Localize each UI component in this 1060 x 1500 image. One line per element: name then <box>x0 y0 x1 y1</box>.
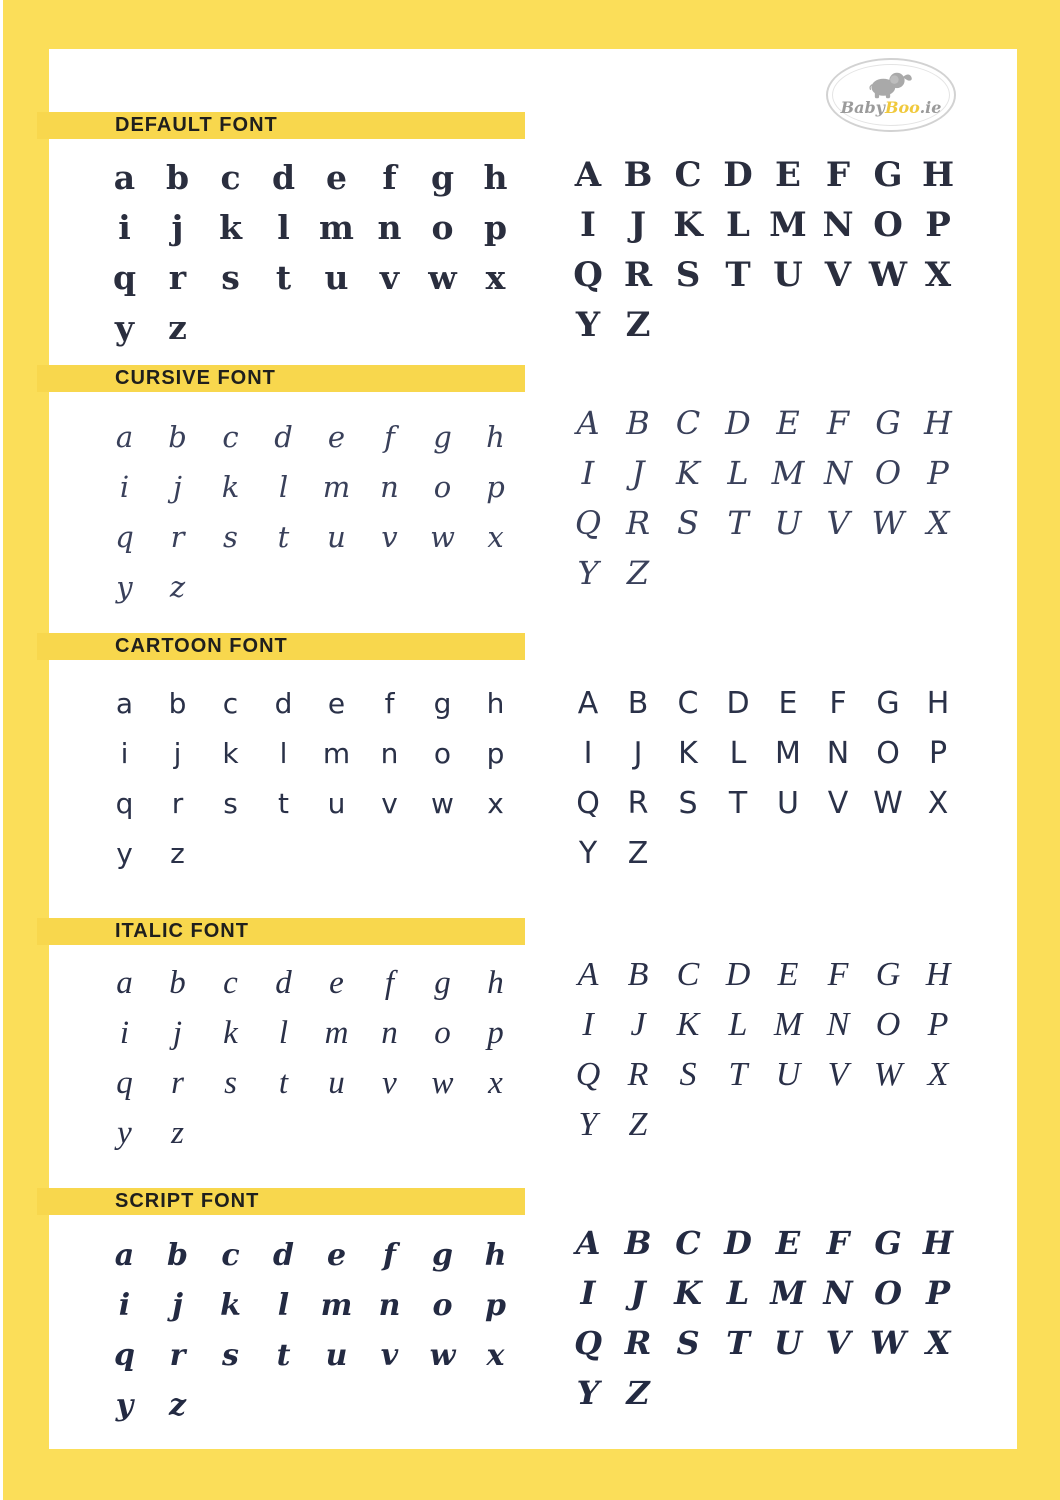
letter-glyph: m <box>322 470 351 504</box>
letter-glyph: r <box>168 257 187 297</box>
letter-glyph: U <box>775 1056 801 1093</box>
letter-glyph: w <box>428 257 457 297</box>
letter-glyph: q <box>114 1337 135 1373</box>
letter-glyph: e <box>326 157 347 197</box>
letter-glyph: B <box>627 685 649 721</box>
letter-glyph: S <box>679 1056 697 1093</box>
letter-glyph: J <box>631 454 645 492</box>
letter-glyph: E <box>775 1224 801 1262</box>
letter-glyph: Q <box>574 1324 602 1362</box>
letter-glyph: A <box>577 685 599 721</box>
letter-glyph: C <box>675 404 701 442</box>
letter-glyph: z <box>169 570 186 604</box>
letter-glyph: S <box>675 255 701 295</box>
letter-glyph: R <box>627 1056 649 1093</box>
letter-glyph: s <box>223 520 238 554</box>
letter-glyph: o <box>434 1014 451 1051</box>
letter-glyph: D <box>725 956 751 993</box>
letter-glyph: b <box>165 157 190 197</box>
letter-glyph: W <box>871 504 905 542</box>
letter-glyph: P <box>925 1274 951 1312</box>
letter-glyph: j <box>173 736 182 770</box>
letter-glyph: G <box>875 404 901 442</box>
letter-glyph: K <box>676 1006 700 1043</box>
letter-glyph: Y <box>578 835 598 871</box>
letter-glyph: C <box>674 155 702 195</box>
letter-glyph: O <box>876 735 900 771</box>
letter-glyph: d <box>274 686 293 720</box>
letter-glyph: I <box>580 1274 596 1312</box>
letter-glyph: l <box>277 207 290 247</box>
letter-glyph: Z <box>628 1106 648 1143</box>
letter-glyph: P <box>925 205 951 245</box>
letter-glyph: d <box>274 420 293 454</box>
letter-glyph: H <box>922 1224 954 1262</box>
letter-glyph: e <box>327 420 346 454</box>
letter-glyph: S <box>677 504 699 542</box>
letter-glyph: P <box>928 735 948 771</box>
letter-glyph: C <box>675 1224 701 1262</box>
letter-glyph: Z <box>626 1374 650 1412</box>
letter-glyph: B <box>623 155 653 195</box>
letter-glyph: W <box>873 1056 903 1093</box>
letter-glyph: o <box>431 207 454 247</box>
letter-glyph: L <box>729 735 747 771</box>
letter-glyph: y <box>116 836 133 870</box>
letter-glyph: X <box>927 1056 949 1093</box>
letter-glyph: d <box>275 964 292 1001</box>
letter-glyph: r <box>171 786 184 820</box>
babyboo-logo <box>826 58 956 132</box>
letter-glyph: u <box>325 1337 348 1373</box>
letter-glyph: n <box>380 470 399 504</box>
letter-glyph: J <box>630 1006 646 1043</box>
letter-glyph: s <box>222 1337 239 1373</box>
letter-glyph: L <box>726 1274 750 1312</box>
letter-glyph: x <box>485 257 506 297</box>
letter-glyph: e <box>329 964 344 1001</box>
letter-glyph: F <box>826 404 850 442</box>
letter-glyph: D <box>724 1224 752 1262</box>
letter-glyph: p <box>486 736 505 770</box>
letter-glyph: T <box>727 504 749 542</box>
letter-glyph: D <box>723 155 753 195</box>
letter-glyph: h <box>484 1237 507 1273</box>
letter-glyph: N <box>822 205 854 245</box>
letter-glyph: r <box>171 1064 184 1101</box>
letter-glyph: h <box>487 964 504 1001</box>
section-header-italic: ITALIC FONT <box>37 918 525 945</box>
letter-glyph: M <box>775 735 801 771</box>
letter-glyph: w <box>431 786 454 820</box>
letter-glyph: K <box>678 735 698 771</box>
default-lowercase-grid <box>98 152 522 352</box>
letter-glyph: A <box>575 1224 601 1262</box>
letter-glyph: R <box>623 255 653 295</box>
letter-glyph: z <box>171 1114 184 1151</box>
letter-glyph: v <box>381 520 398 554</box>
letter-glyph: n <box>377 207 402 247</box>
letter-glyph: v <box>379 257 400 297</box>
cursive-lowercase-grid <box>98 412 522 612</box>
letter-glyph: H <box>924 404 952 442</box>
letter-glyph: c <box>223 964 238 1001</box>
letter-glyph: t <box>275 257 292 297</box>
letter-glyph: t <box>276 1337 291 1373</box>
letter-glyph: Z <box>626 554 650 592</box>
letter-glyph: a <box>113 157 136 197</box>
letter-glyph: j <box>173 470 182 504</box>
letter-glyph: g <box>430 157 455 197</box>
letter-glyph: f <box>384 686 395 720</box>
letter-glyph: h <box>486 420 505 454</box>
letter-glyph: f <box>382 157 397 197</box>
letter-glyph: P <box>927 1006 949 1043</box>
letter-glyph: S <box>678 785 698 821</box>
letter-glyph: V <box>827 785 849 821</box>
letter-glyph: l <box>279 736 288 770</box>
cartoon-uppercase-grid <box>563 678 963 878</box>
italic-uppercase-grid <box>563 950 963 1150</box>
letter-glyph: H <box>926 685 950 721</box>
letter-glyph: a <box>114 1237 135 1273</box>
letter-glyph: j <box>172 1287 183 1323</box>
letter-glyph: n <box>381 1014 398 1051</box>
letter-glyph: y <box>117 1114 132 1151</box>
logo-wordmark <box>826 98 956 117</box>
letter-glyph: a <box>115 686 134 720</box>
letter-glyph: X <box>926 504 950 542</box>
letter-glyph: i <box>119 470 130 504</box>
script-lowercase-grid <box>98 1230 522 1430</box>
letter-glyph: v <box>380 1337 399 1373</box>
cursive-uppercase-grid <box>563 398 963 598</box>
letter-glyph: p <box>483 207 508 247</box>
letter-glyph: a <box>116 964 133 1001</box>
letter-glyph: B <box>624 1224 652 1262</box>
letter-glyph: i <box>118 1287 131 1323</box>
letter-glyph: X <box>925 1324 951 1362</box>
letter-glyph: b <box>169 964 186 1001</box>
letter-glyph: T <box>726 1324 750 1362</box>
letter-glyph: W <box>873 785 903 821</box>
letter-glyph: n <box>380 736 399 770</box>
letter-glyph: s <box>221 257 240 297</box>
letter-glyph: q <box>116 1064 133 1101</box>
italic-lowercase-grid <box>98 958 522 1158</box>
letter-glyph: D <box>726 685 750 721</box>
letter-glyph: q <box>115 786 134 820</box>
letter-glyph: L <box>726 205 750 245</box>
letter-glyph: B <box>626 404 650 442</box>
letter-glyph: o <box>433 736 452 770</box>
left-white-edge <box>0 0 3 1500</box>
letter-glyph: V <box>826 504 850 542</box>
letter-glyph: T <box>728 1056 748 1093</box>
letter-glyph: z <box>170 836 185 870</box>
letter-glyph: O <box>874 454 902 492</box>
letter-glyph: y <box>114 307 135 347</box>
letter-glyph: f <box>384 420 395 454</box>
letter-glyph: m <box>319 207 354 247</box>
letter-glyph: l <box>278 1014 289 1051</box>
letter-glyph: P <box>927 454 949 492</box>
letter-glyph: e <box>327 686 346 720</box>
letter-glyph: K <box>674 1274 702 1312</box>
letter-glyph: Q <box>574 504 602 542</box>
letter-glyph: r <box>170 520 185 554</box>
letter-glyph: Q <box>576 785 600 821</box>
letter-glyph: F <box>825 155 851 195</box>
letter-glyph: G <box>874 1224 902 1262</box>
letter-glyph: m <box>324 1014 349 1051</box>
letter-glyph: o <box>433 470 452 504</box>
letter-glyph: N <box>823 1274 853 1312</box>
letter-glyph: R <box>627 785 649 821</box>
letter-glyph: N <box>824 454 852 492</box>
letter-glyph: i <box>118 207 131 247</box>
letter-glyph: k <box>223 1014 238 1051</box>
letter-glyph: z <box>168 1387 187 1423</box>
letter-glyph: A <box>576 404 600 442</box>
letter-glyph: M <box>769 205 807 245</box>
letter-glyph: I <box>582 1006 594 1043</box>
letter-glyph: q <box>115 520 134 554</box>
letter-glyph: l <box>278 470 289 504</box>
letter-glyph: W <box>868 255 908 295</box>
letter-glyph: e <box>326 1237 347 1273</box>
letter-glyph: V <box>827 1056 849 1093</box>
letter-glyph: N <box>826 735 850 771</box>
letter-glyph: Y <box>578 1106 598 1143</box>
letter-glyph: V <box>825 1324 851 1362</box>
letter-glyph: t <box>277 520 290 554</box>
letter-glyph: M <box>773 1006 803 1043</box>
letter-glyph: p <box>485 1287 506 1323</box>
letter-glyph: H <box>921 155 955 195</box>
letter-glyph: L <box>728 1006 748 1043</box>
letter-glyph: J <box>630 1274 646 1312</box>
letter-glyph: i <box>119 1014 130 1051</box>
letter-glyph: x <box>487 520 504 554</box>
letter-glyph: t <box>278 1064 289 1101</box>
letter-glyph: s <box>223 786 238 820</box>
letter-glyph: R <box>624 1324 652 1362</box>
letter-glyph: c <box>222 686 239 720</box>
letter-glyph: w <box>431 1064 454 1101</box>
letter-glyph: Z <box>625 305 651 345</box>
letter-glyph: k <box>220 1287 241 1323</box>
letter-glyph: S <box>676 1324 700 1362</box>
letter-glyph: O <box>873 205 903 245</box>
letter-glyph: Q <box>575 1056 601 1093</box>
default-uppercase-grid <box>563 150 963 350</box>
letter-glyph: g <box>432 1237 453 1273</box>
letter-glyph: B <box>627 956 649 993</box>
letter-glyph: F <box>829 685 847 721</box>
cartoon-lowercase-grid <box>98 678 522 878</box>
letter-glyph: O <box>874 1274 902 1312</box>
letter-glyph: F <box>827 956 849 993</box>
letter-glyph: f <box>384 964 395 1001</box>
letter-glyph: p <box>486 470 505 504</box>
letter-glyph: g <box>434 964 451 1001</box>
letter-glyph: U <box>773 255 803 295</box>
elephant-icon <box>864 66 918 100</box>
letter-glyph: c <box>222 420 239 454</box>
section-header-cartoon: CARTOON FONT <box>37 633 525 660</box>
letter-glyph: y <box>115 1387 134 1423</box>
letter-glyph: c <box>221 1237 240 1273</box>
letter-glyph: x <box>488 1064 503 1101</box>
letter-glyph: h <box>486 686 505 720</box>
letter-glyph: v <box>382 1064 397 1101</box>
letter-glyph: R <box>625 504 651 542</box>
letter-glyph: b <box>168 420 187 454</box>
letter-glyph: d <box>271 157 296 197</box>
letter-glyph: f <box>383 1237 396 1273</box>
letter-glyph: Q <box>573 255 603 295</box>
letter-glyph: D <box>725 404 751 442</box>
logo-word-baby: Baby <box>840 98 885 117</box>
letter-glyph: N <box>826 1006 850 1043</box>
letter-glyph: I <box>583 735 593 771</box>
letter-glyph: Z <box>627 835 649 871</box>
letter-glyph: G <box>875 956 901 993</box>
letter-glyph: y <box>116 570 133 604</box>
letter-glyph: H <box>925 956 951 993</box>
letter-glyph: O <box>875 1006 901 1043</box>
letter-glyph: a <box>115 420 134 454</box>
letter-glyph: k <box>221 470 240 504</box>
letter-glyph: A <box>577 956 599 993</box>
letter-glyph: m <box>320 1287 353 1323</box>
letter-glyph: l <box>277 1287 290 1323</box>
section-header-cursive: CURSIVE FONT <box>37 365 525 392</box>
letter-glyph: L <box>727 454 749 492</box>
letter-glyph: F <box>826 1224 850 1262</box>
letter-glyph: Y <box>575 305 601 345</box>
letter-glyph: t <box>278 786 289 820</box>
letter-glyph: b <box>168 686 187 720</box>
letter-glyph: s <box>224 1064 237 1101</box>
letter-glyph: I <box>580 205 596 245</box>
letter-glyph: c <box>220 157 241 197</box>
section-header-default: DEFAULT FONT <box>37 112 525 139</box>
letter-glyph: u <box>328 1064 345 1101</box>
letter-glyph: J <box>633 735 643 771</box>
letter-glyph: h <box>483 157 508 197</box>
letter-glyph: C <box>676 956 700 993</box>
letter-glyph: U <box>777 785 799 821</box>
letter-glyph: g <box>433 420 452 454</box>
letter-glyph: U <box>774 1324 802 1362</box>
letter-glyph: v <box>381 786 398 820</box>
letter-glyph: w <box>429 1337 456 1373</box>
letter-glyph: M <box>770 1274 806 1312</box>
letter-glyph: Y <box>577 554 599 592</box>
letter-glyph: q <box>112 257 137 297</box>
letter-glyph: x <box>486 1337 505 1373</box>
script-uppercase-grid <box>563 1218 963 1418</box>
letter-glyph: T <box>725 255 751 295</box>
letter-glyph: u <box>327 786 346 820</box>
letter-glyph: x <box>487 786 504 820</box>
logo-word-boo: Boo <box>884 98 920 117</box>
letter-glyph: w <box>430 520 455 554</box>
letter-glyph: b <box>167 1237 188 1273</box>
letter-glyph: r <box>169 1337 186 1373</box>
section-header-script: SCRIPT FONT <box>37 1188 525 1215</box>
letter-glyph: m <box>322 736 351 770</box>
letter-glyph: g <box>433 686 452 720</box>
letter-glyph: Y <box>576 1374 600 1412</box>
letter-glyph: X <box>924 255 952 295</box>
letter-glyph: E <box>778 685 798 721</box>
letter-glyph: z <box>168 307 187 347</box>
letter-glyph: I <box>581 454 595 492</box>
letter-glyph: K <box>676 454 700 492</box>
letter-glyph: U <box>774 504 802 542</box>
letter-glyph: C <box>677 685 699 721</box>
letter-glyph: E <box>776 404 800 442</box>
letter-glyph: T <box>728 785 748 821</box>
letter-glyph: V <box>824 255 852 295</box>
logo-word-ie: .ie <box>919 98 942 117</box>
letter-glyph: G <box>876 685 900 721</box>
letter-glyph: d <box>273 1237 294 1273</box>
letter-glyph: A <box>574 155 602 195</box>
letter-glyph: G <box>873 155 903 195</box>
letter-glyph: X <box>927 785 949 821</box>
letter-glyph: u <box>324 257 349 297</box>
letter-glyph: E <box>777 956 799 993</box>
letter-glyph: j <box>171 207 184 247</box>
letter-glyph: J <box>629 205 647 245</box>
letter-glyph: k <box>219 207 242 247</box>
letter-glyph: n <box>378 1287 401 1323</box>
letter-glyph: k <box>222 736 239 770</box>
letter-glyph: o <box>432 1287 453 1323</box>
letter-glyph: E <box>775 155 801 195</box>
letter-glyph: K <box>673 205 703 245</box>
letter-glyph: j <box>172 1014 183 1051</box>
letter-glyph: M <box>771 454 805 492</box>
letter-glyph: i <box>120 736 129 770</box>
letter-glyph: u <box>327 520 346 554</box>
letter-glyph: p <box>487 1014 504 1051</box>
letter-glyph: W <box>870 1324 906 1362</box>
